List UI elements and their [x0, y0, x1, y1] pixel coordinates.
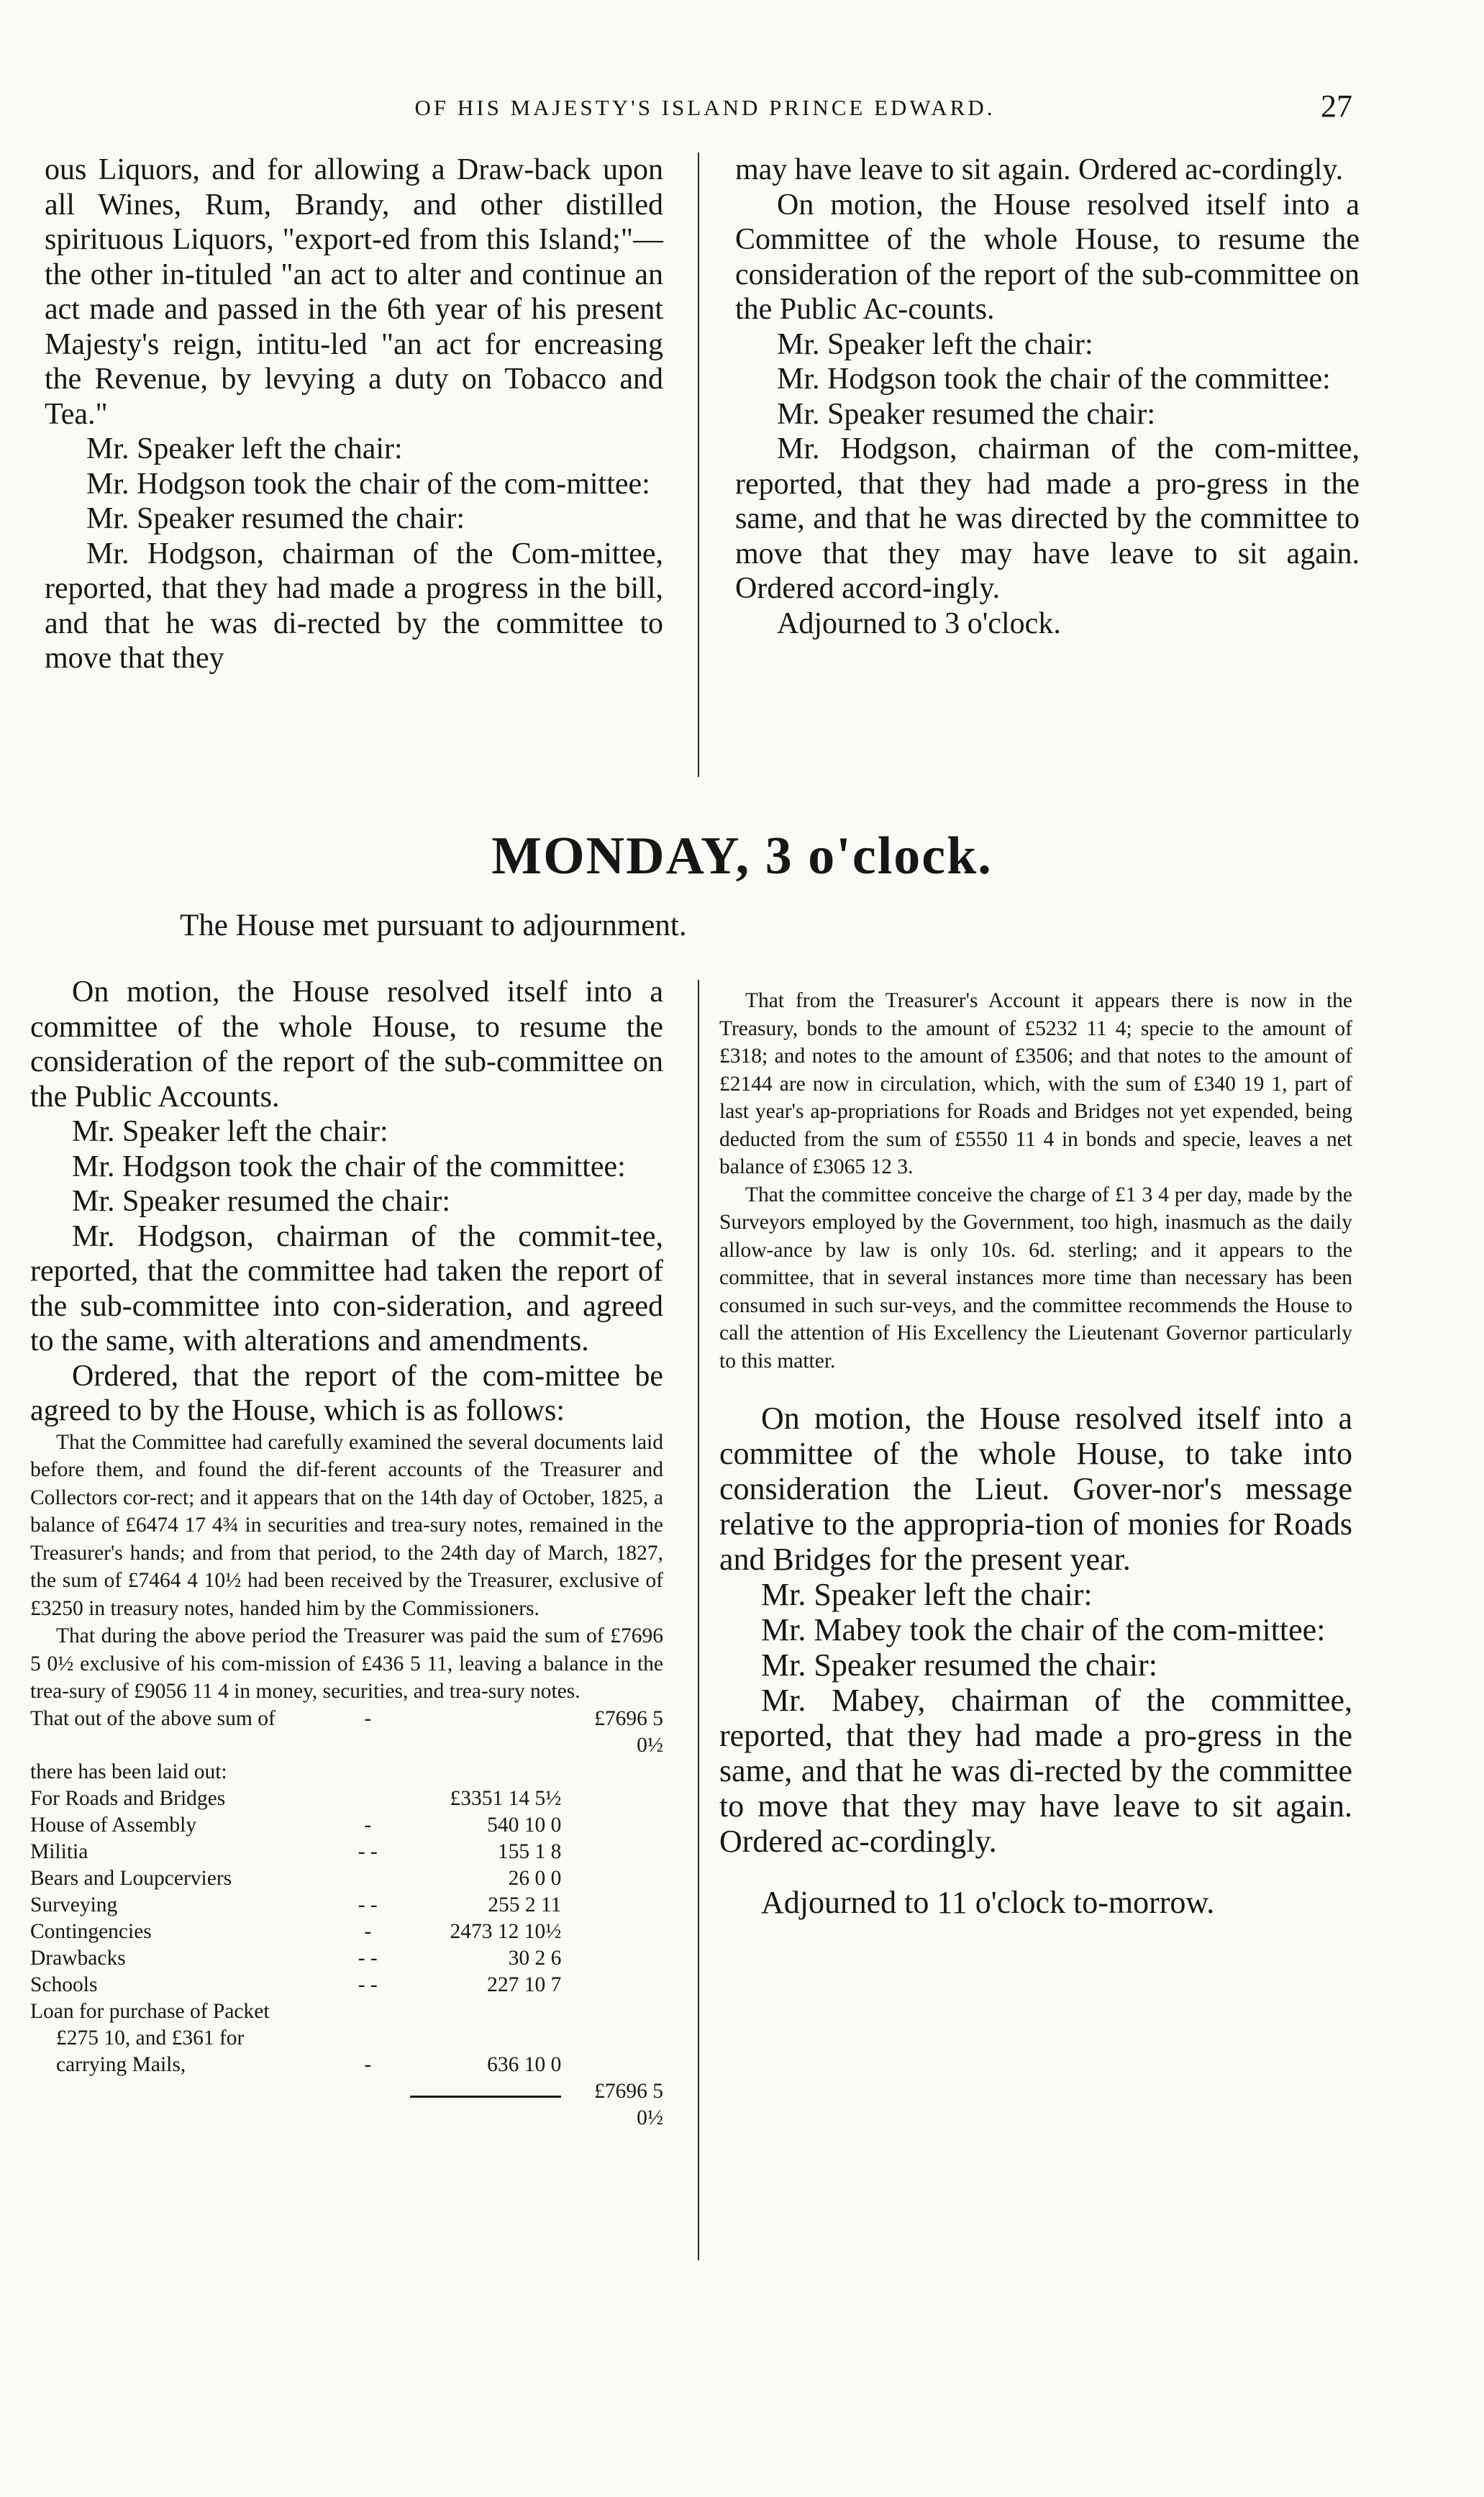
table-row — [30, 2078, 663, 2132]
adjourned-line: Adjourned to 11 o'clock to-morrow. — [761, 1885, 1215, 1920]
expenditure-table — [30, 1706, 663, 2132]
table-row — [30, 1892, 663, 1919]
expense-item: Contingencies — [30, 1919, 152, 1943]
loan-line: £275 10, and £361 for — [56, 2026, 245, 2050]
paragraph: Mr. Speaker resumed the chair: — [777, 397, 1155, 431]
expense-amount: 540 10 0 — [487, 1813, 562, 1837]
committee-report-continued — [719, 987, 1352, 1375]
bottom-left-column — [30, 975, 663, 2132]
expense-amount: £3351 14 5½ — [450, 1786, 562, 1810]
summary-total: £7696 5 0½ — [594, 1706, 663, 1757]
grand-total: £7696 5 0½ — [594, 2079, 663, 2129]
paragraph: Mr. Mabey, chairman of the committee, reported, that they had made a pro-gress in the same, and that he was di-rected by the committee to move that they may have leave to sit again. Ordered ac-cordingly. — [719, 1683, 1352, 1859]
expense-item: Schools — [30, 1973, 98, 1996]
met-line: The House met pursuant to adjournment. — [180, 909, 687, 942]
top-left-column — [45, 153, 663, 676]
leader-dash: - — [364, 1813, 372, 1837]
leader-dash: - - — [358, 1893, 378, 1916]
bottom-right-column — [719, 987, 1352, 1920]
page-number: 27 — [1321, 88, 1352, 124]
paragraph: On motion, the House resolved itself into a committee of the whole House, to resume the consideration of the report of the sub-committee on the Public Accounts. — [30, 975, 663, 1114]
leader-dash: - — [364, 1706, 372, 1730]
committee-report — [30, 1429, 663, 1706]
paragraph: Mr. Speaker resumed the chair: — [761, 1647, 1158, 1683]
paragraph: Mr. Hodgson, chairman of the Com-mittee, reported, that they had made a progress in the bill, and that he was di-rected by the committee to move that they — [45, 537, 663, 675]
column-divider — [698, 153, 699, 777]
paragraph: ous Liquors, and for allowing a Draw-back upon all Wines, Rum, Brandy, and other distilled spirituous Liquors, "export-ed from this Island;"—the other in-tituled "an act to alter and continue an act made and passed in the 6th year of his present Majesty's reign, intitu-led "an act for encreasing the Revenue, by levying a duty on Tobacco and Tea." — [45, 153, 663, 431]
table-row — [30, 2052, 663, 2078]
table-row — [30, 1759, 663, 1786]
leader-dash: - - — [358, 1973, 378, 1996]
expense-amount: 255 2 11 — [488, 1893, 562, 1916]
laid-out-label: there has been laid out: — [30, 1760, 227, 1783]
table-row — [30, 1998, 663, 2025]
paragraph: Mr. Speaker resumed the chair: — [72, 1185, 450, 1218]
column-divider — [698, 980, 699, 2260]
sum-rule — [410, 2096, 561, 2098]
loan-line: Loan for purchase of Packet — [30, 1999, 270, 2023]
paragraph: Mr. Hodgson took the chair of the com-mittee: — [86, 467, 650, 501]
loan-amount: 636 10 0 — [487, 2052, 562, 2076]
expense-item: Drawbacks — [30, 1946, 126, 1970]
table-row — [30, 1839, 663, 1865]
table-row — [30, 1972, 663, 1998]
expense-amount: 26 0 0 — [508, 1866, 562, 1890]
expense-item: Bears and Loupcerviers — [30, 1866, 232, 1890]
expense-amount: 155 1 8 — [497, 1839, 562, 1863]
paragraph: Mr. Speaker resumed the chair: — [86, 502, 465, 535]
leader-dash: - - — [358, 1839, 378, 1863]
leader-dash — [345, 1786, 391, 1812]
paragraph: Mr. Speaker left the chair: — [72, 1115, 388, 1148]
expense-item: For Roads and Bridges — [30, 1786, 226, 1810]
running-title: OF HIS MAJESTY'S ISLAND PRINCE EDWARD. — [414, 95, 996, 120]
expense-item: House of Assembly — [30, 1813, 197, 1837]
proceedings — [719, 1401, 1352, 1920]
table-row — [30, 1919, 663, 1945]
adjourned-line: Adjourned to 3 o'clock. — [777, 606, 1061, 640]
top-right-column — [735, 153, 1360, 641]
expense-amount: 227 10 7 — [487, 1973, 562, 1996]
expense-item: Militia — [30, 1839, 88, 1863]
expense-amount: 2473 12 10½ — [450, 1919, 562, 1943]
leader-dash — [345, 1865, 391, 1892]
summary-label: That out of the above sum of — [30, 1706, 276, 1730]
paragraph: Mr. Speaker left the chair: — [86, 432, 403, 465]
day-heading: MONDAY, 3 o'clock. — [491, 827, 993, 886]
leader-dash: - - — [358, 1946, 378, 1970]
table-row — [30, 1706, 663, 1759]
expense-amount: 30 2 6 — [508, 1946, 562, 1970]
paragraph: Mr. Hodgson, chairman of the commit-tee, reported, that the committee had taken the report of the sub-committee into con-sideration, and agreed to the same, with alterations and amendments. — [30, 1219, 663, 1357]
report-paragraph: That from the Treasurer's Account it appears there is now in the Treasury, bonds to the amount of £5232 11 4; specie to the amount of £318; and notes to the amount of £3506; and that notes to the amount of £2144 are now in circulation, which, with the sum of £340 19 1, part of last year's ap-propriations for Roads and Bridges not yet expended, being deducted from the sum of £5550 11 4 in bonds and specie, leaves a net balance of £3065 12 3. — [719, 989, 1352, 1178]
paragraph: Mr. Speaker left the chair: — [777, 327, 1093, 361]
leader-dash: - — [364, 2052, 372, 2076]
paragraph: Mr. Speaker left the chair: — [761, 1577, 1093, 1612]
report-paragraph: That during the above period the Treasurer was paid the sum of £7696 5 0½ exclusive of his com-mission of £436 5 11, leaving a balance in the trea-sury of £9056 11 4 in money, securities, and trea-sury notes. — [30, 1624, 663, 1703]
leader-dash: - — [364, 1919, 372, 1943]
paragraph: Mr. Hodgson took the chair of the committee: — [777, 363, 1331, 396]
paragraph: On motion, the House resolved itself into a Committee of the whole House, to resume the consideration of the report of the sub-committee on the Public Ac-counts. — [735, 188, 1360, 326]
report-paragraph: That the Committee had carefully examined the several documents laid before them, and found the dif-ferent accounts of the Treasurer and Collectors cor-rect; and it appears that on the 14th day of October, 1825, a balance of £6474 17 4¾ in securities and trea-sury notes, remained in the Treasurer's hands; and from that period, to the 24th day of March, 1827, the sum of £7464 4 10½ had been received by the Treasurer, exclusive of £3250 in treasury notes, handed him by the Commissioners. — [30, 1430, 663, 1620]
paragraph: may have leave to sit again. Ordered ac-cordingly. — [735, 153, 1344, 186]
expense-item: Surveying — [30, 1893, 118, 1916]
loan-line: carrying Mails, — [56, 2052, 186, 2076]
paragraph: Ordered, that the report of the com-mittee be agreed to by the House, which is as follows: — [30, 1359, 663, 1427]
paragraph: Mr. Hodgson took the chair of the committee: — [72, 1150, 626, 1183]
table-row — [30, 1812, 663, 1839]
paragraph: Mr. Mabey took the chair of the com-mittee: — [761, 1612, 1326, 1647]
report-paragraph: That the committee conceive the charge of £1 3 4 per day, made by the Surveyors employed by the Government, too high, inasmuch as the daily allow-ance by law is only 10s. 6d. sterling; and it appears to the committee, that in several instances more time than necessary has been consumed in such sur-veys, and the committee recommends the House to call the attention of His Excellency the Lieutenant Governor particularly to this matter. — [719, 1183, 1352, 1373]
table-row — [30, 1865, 663, 1892]
table-row — [30, 1945, 663, 1972]
table-row — [30, 1786, 663, 1812]
paragraph: On motion, the House resolved itself into a committee of the whole House, to take into consideration the Lieut. Gover-nor's message relative to the appropria-tion of monies for Roads and Bridges for the present year. — [719, 1401, 1352, 1577]
paragraph: Mr. Hodgson, chairman of the com-mittee, reported, that they had made a pro-gress in the same, and that he was directed by the committee to move that they may have leave to sit again. Ordered accord-ingly. — [735, 432, 1360, 605]
table-row — [30, 2025, 663, 2052]
